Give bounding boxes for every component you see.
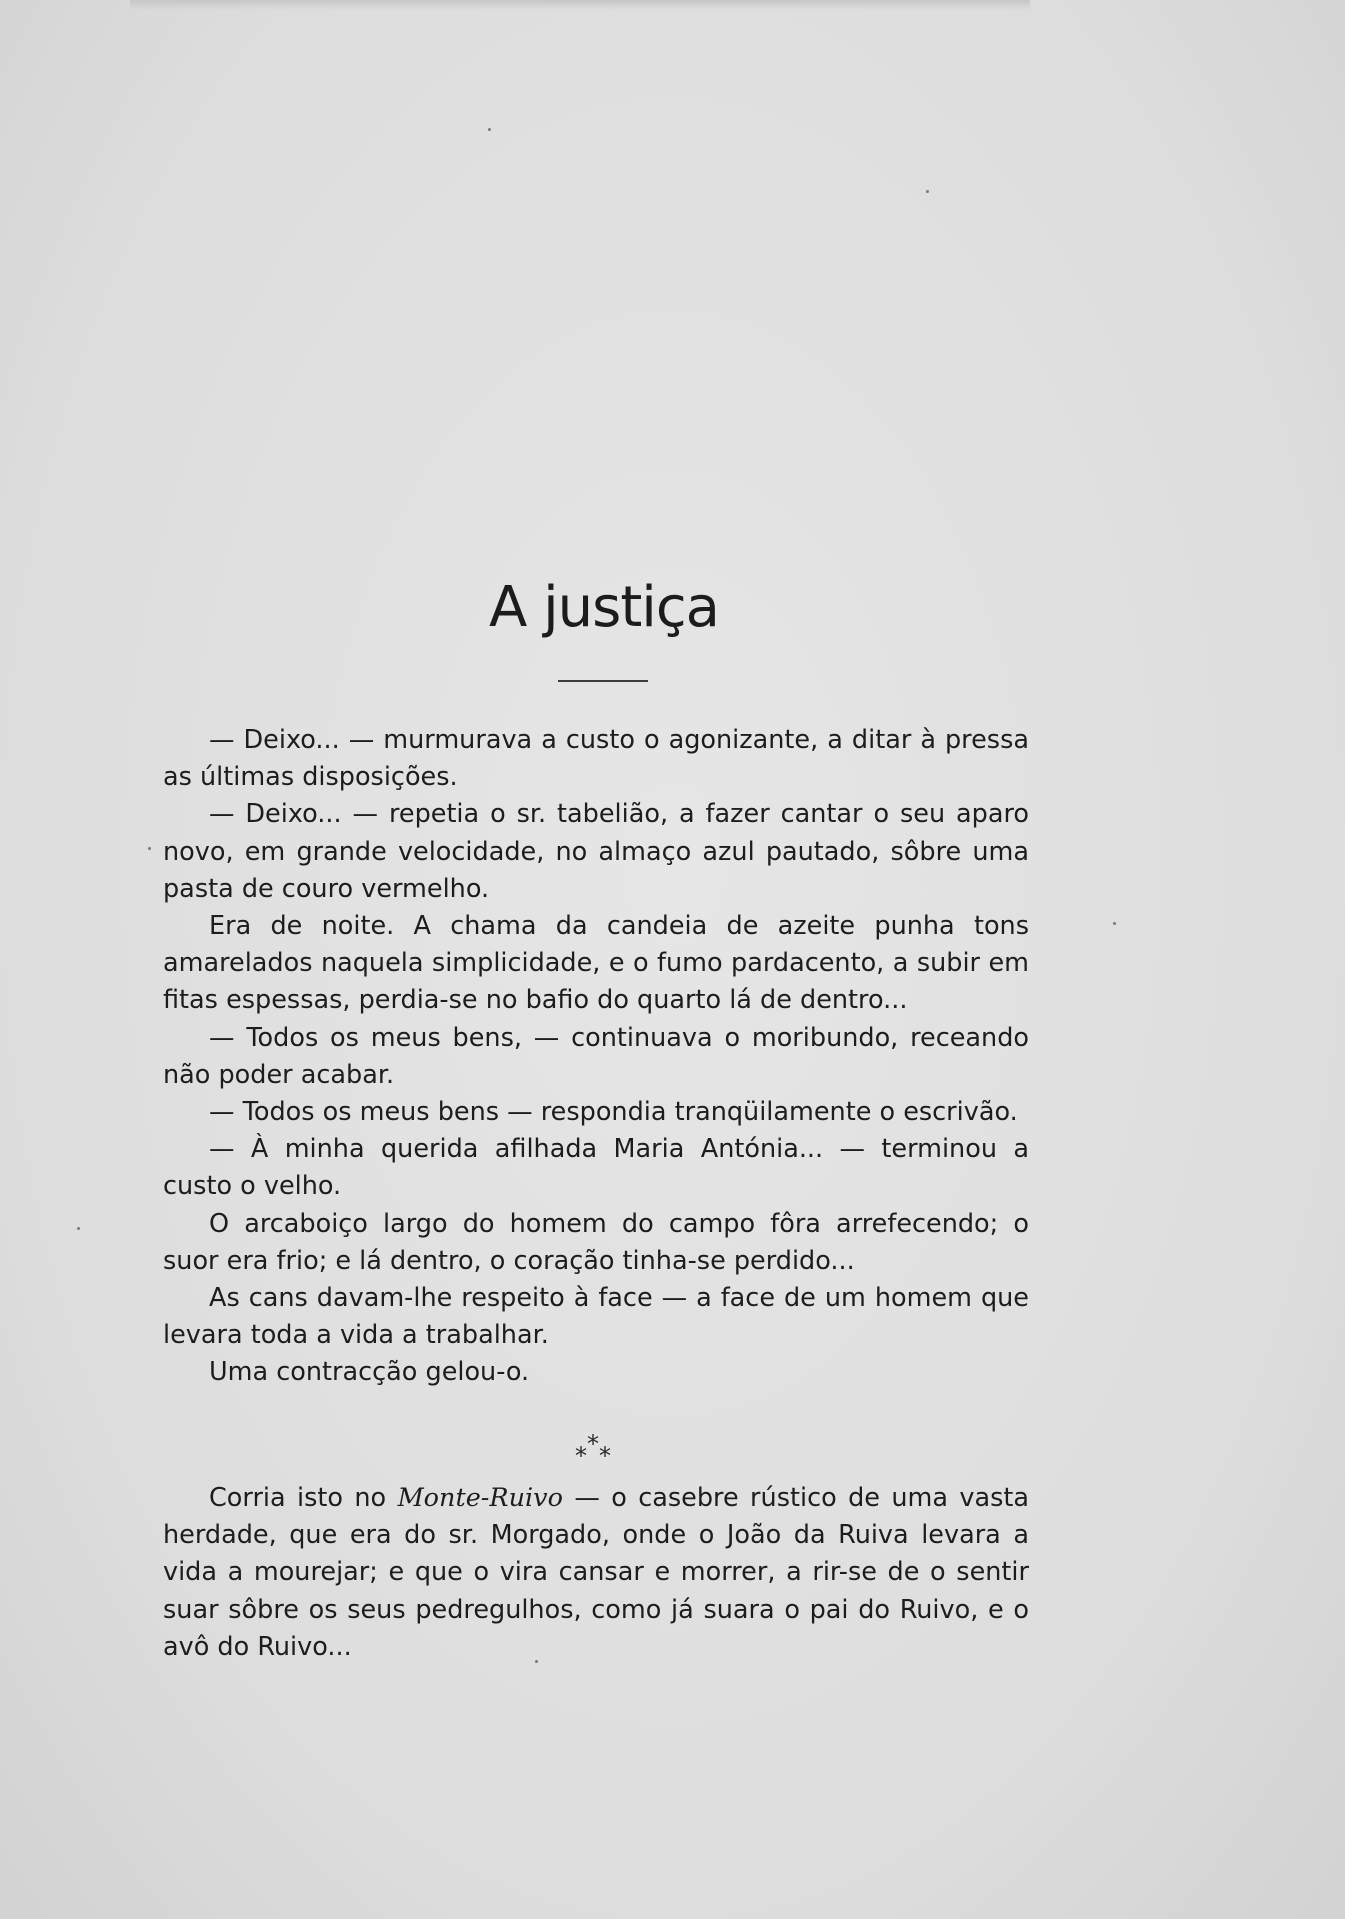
paper-speck: [535, 1660, 538, 1663]
asterism-star: *: [575, 1442, 587, 1470]
section-break-asterism: [565, 1424, 625, 1474]
paragraph: As cans davam-lhe respeito à face — a face de um homem que levara toda a vida a trabalhar.: [163, 1283, 1029, 1351]
paragraph-text-start: Corria isto no: [209, 1483, 398, 1513]
paper-speck: [77, 1227, 80, 1230]
paper-speck: [488, 128, 491, 131]
paper-speck: [926, 190, 929, 193]
asterism-star: *: [587, 1430, 599, 1458]
paragraph: — Todos os meus bens — respondia tranqüilamente o escrivão.: [209, 1097, 1018, 1128]
paragraph: — Deixo... — repetia o sr. tabelião, a fazer cantar o seu aparo novo, em grande velocidade, no almaço azul pautado, sôbre uma pasta de couro vermelho.: [163, 799, 1029, 904]
body-text-second-section: [163, 1480, 1029, 1666]
paragraph-text-end: — o casebre rústico de uma vasta herdade, que era do sr. Morgado, onde o João da Ruiva levara a vida a mourejar; e que o vira cansar e morrer, a rir-se de o sentir suar sôbre os seus pedregulhos, como já suara o pai do Ruivo, e o avô do Ruivo...: [163, 1483, 1030, 1662]
body-text-first-section: [163, 722, 1029, 1392]
asterism-star: *: [599, 1442, 611, 1470]
paragraph: O arcaboiço largo do homem do campo fôra arrefecendo; o suor era frio; e lá dentro, o coração tinha-se perdido...: [163, 1208, 1029, 1276]
place-name-italic: Monte-Ruivo: [397, 1483, 563, 1513]
chapter-title: A justiça: [489, 575, 719, 640]
paper-speck: [148, 847, 151, 850]
title-rule: [558, 680, 648, 682]
paragraph: Era de noite. A chama da candeia de azeite punha tons amarelados naquela simplicidade, e o fumo pardacento, a subir em fitas espessas, perdia-se no bafio do quarto lá de dentro...: [163, 911, 1029, 1016]
page-edge-shadow: [130, 0, 1030, 10]
paragraph: — Deixo... — murmurava a custo o agonizante, a ditar à pressa as últimas disposições.: [163, 725, 1029, 793]
paragraph: — À minha querida afilhada Maria Antónia... — terminou a custo o velho.: [163, 1134, 1029, 1202]
paper-speck: [1113, 922, 1116, 925]
paragraph: — Todos os meus bens, — continuava o moribundo, receando não poder acabar.: [163, 1022, 1029, 1090]
paragraph: [163, 1480, 1029, 1666]
paragraph: Uma contracção gelou-o.: [209, 1357, 530, 1388]
